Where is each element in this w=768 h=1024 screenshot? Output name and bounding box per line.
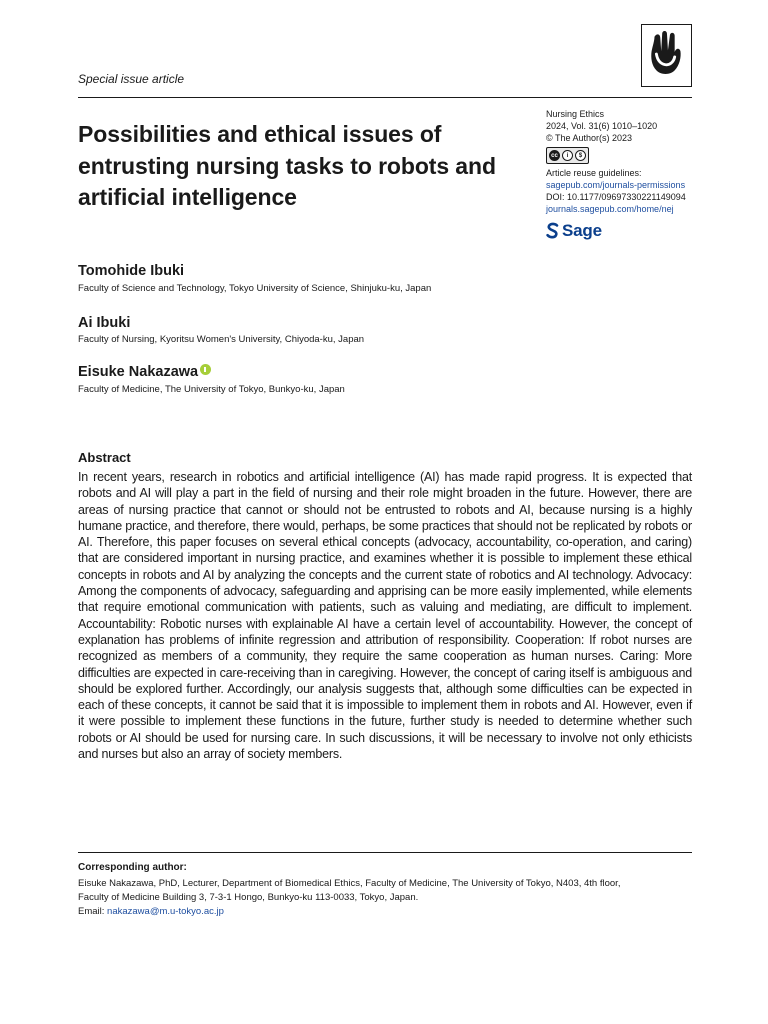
corresponding-author-details [78,877,698,919]
header-divider [78,97,692,98]
author-block-corresponding [78,364,211,380]
publisher-name: Sage [562,220,602,240]
corresponding-author-heading: Corresponding author: [78,862,187,873]
correspondence-email-line [78,905,698,919]
reuse-guidelines-label: Article reuse guidelines: [546,168,642,178]
author-affiliation: Faculty of Science and Technology, Tokyo University of Science, Shinjuku-ku, Japan [78,283,432,294]
cc-by-nc-license-icon[interactable] [546,147,589,164]
email-label: Email: [78,906,105,917]
correspondence-address-line: Faculty of Medicine Building 3, 7-3-1 Hongo, Bunkyo-ku 113-0033, Tokyo, Japan. [78,892,419,903]
author-name: Eisuke Nakazawa [78,364,199,380]
journal-home-link[interactable]: journals.sagepub.com/home/nej [546,204,674,214]
publisher-brand [546,222,696,239]
article-type-label: Special issue article [78,72,185,86]
sage-hand-logo-icon [641,24,692,87]
orcid-icon[interactable] [200,364,211,375]
copyright-line: © The Author(s) 2023 [546,133,633,143]
journal-metadata [546,108,696,239]
abstract-text: In recent years, research in robotics and artificial intelligence (AI) has made rapid progress. It is expected that robots and AI will play a part in the field of nursing and their role might broaden in the future. However, there are areas of nursing practice that cannot or should not be entrusted to robots and AI, because nursing is a highly humane practice, and therefore, there would, perhaps, be some practices that should not be replicated by robots or AI. Therefore, this paper focuses on several ethical concepts (advocacy, accountability, co-operation, and caring) that are considered important in nursing practice, and examines whether it is possible to implement these ethical concepts in robots and AI by analyzing the concepts and the current state of robotics and AI technology. Advocacy: Among the components of advocacy, safeguarding and apprising can be more easily implemented, while elements that require emotional communication with patients, such as valuing and mediating, are difficult to implement. Accountability: Robotic nurses with explainable AI have a certain level of accountability. However, the concept of explanation has problems of infinite regression and attribution of responsibility. Cooperation: If robot nurses are recognized as members of a community, they require the same cooperation as human nurses. Caring: More difficulties are expected in care-receiving than in caregiving. However, the concept of caring itself is ambiguous and should be explored further. Accordingly, our analysis suggests that, although some difficulties can be expected in each of these concepts, it cannot be said that it is impossible to implement them in robots and AI. However, even if it were possible to implement these functions in the future, further study is needed to determine whether such robots or AI should be used for nursing care. In such discussions, it will be necessary to involve not only ethicists and nurses but also an array of society members. [78,470,692,762]
author-name: Ai Ibuki [78,315,131,331]
correspondence-address-line: Eisuke Nakazawa, PhD, Lecturer, Department of Biomedical Ethics, Faculty of Medicine, The University of Tokyo, N403, 4th floor, [78,878,621,889]
author-affiliation: Faculty of Nursing, Kyoritsu Women's University, Chiyoda-ku, Japan [78,334,365,345]
volume-info: 2024, Vol. 31(6) 1010–1020 [546,121,658,131]
article-title: Possibilities and ethical issues of entrusting nursing tasks to robots and artificial intelligence [78,121,496,210]
sage-s-icon [546,222,559,239]
author-name: Tomohide Ibuki [78,263,185,279]
noncommercial-icon: $ [575,150,586,161]
doi-line[interactable]: DOI: 10.1177/09697330221149094 [546,192,686,202]
journal-name: Nursing Ethics [546,109,605,119]
email-link[interactable]: nakazawa@m.u-tokyo.ac.jp [107,906,224,917]
cc-icon: cc [549,150,560,161]
abstract-heading: Abstract [78,450,131,465]
author-affiliation: Faculty of Medicine, The University of Tokyo, Bunkyo-ku, Japan [78,384,345,395]
permissions-link[interactable]: sagepub.com/journals-permissions [546,180,686,190]
footer-divider [78,852,692,853]
attribution-icon: i [562,150,573,161]
